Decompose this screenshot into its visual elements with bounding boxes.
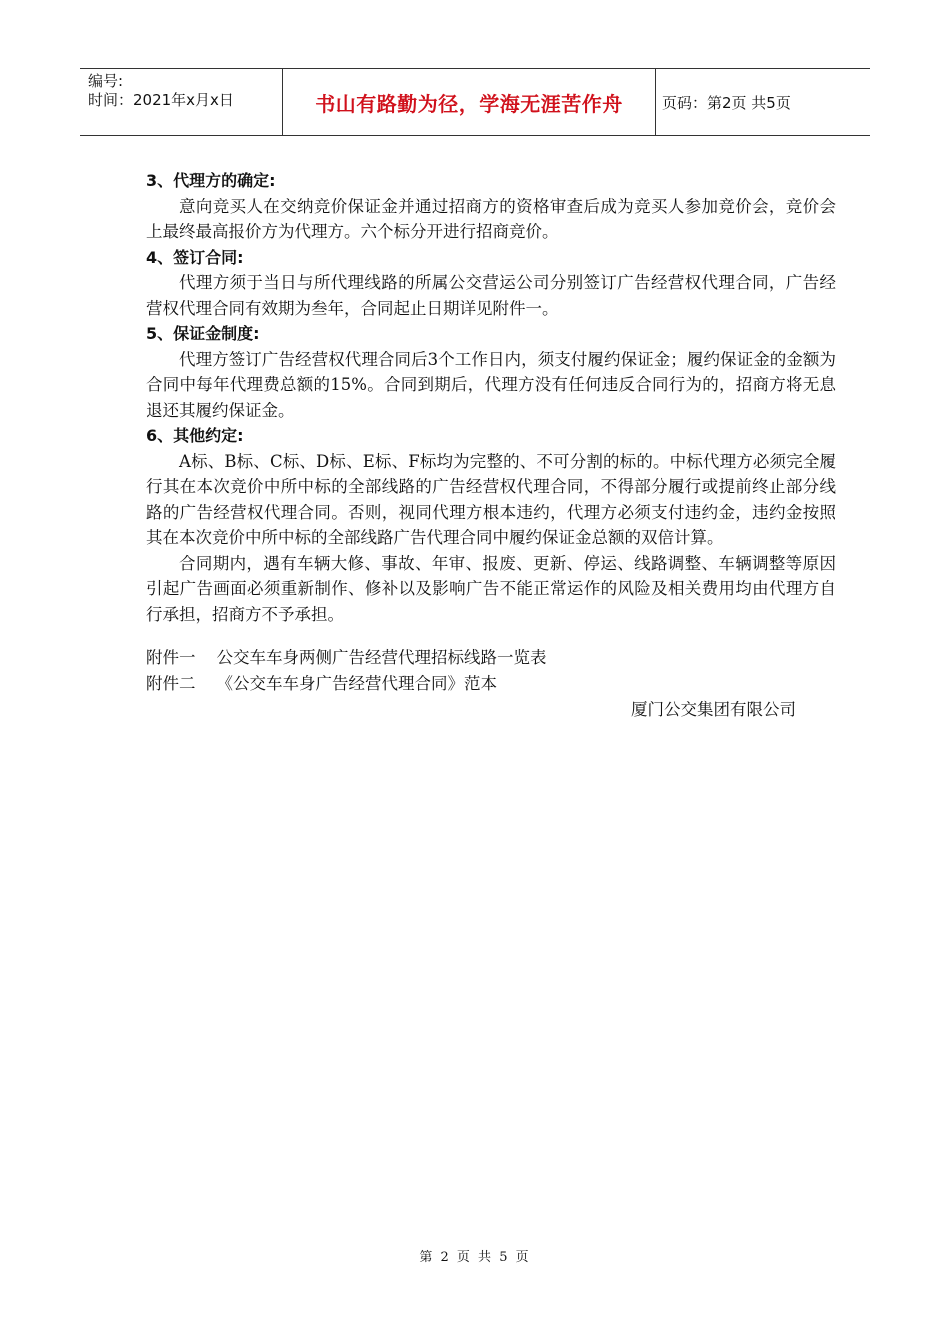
spacer xyxy=(146,627,836,645)
page-footer: 第 2 页 共 5 页 xyxy=(419,1250,531,1265)
section-heading: 3、代理方的确定: xyxy=(146,171,276,190)
header-slogan: 书山有路勤为径，学海无涯苦作舟 xyxy=(282,69,656,135)
document-body xyxy=(146,168,836,723)
attachment-2: 附件二 《公交车车身广告经营代理合同》范本 xyxy=(146,673,497,693)
section-heading: 4、签订合同: xyxy=(146,247,244,267)
paragraph: A标、B标、C标、D标、E标、F标均为完整的、不可分割的标的。中标代理方必须完全履行其在本次竞价中所中标的全部线路的广告经营权代理合同，不得部分履行或提前终止部分线路的广告经营权代理合同。否则，视同代理方根本违约，代理方必须支付违约金，违约金按照其在本次竞价中所中标的全部线路广告代理合同中履约保证金总额的双倍计算。 xyxy=(146,451,836,547)
section-heading: 5、保证金制度: xyxy=(146,324,260,343)
document-date: 时间：2021年x月x日 xyxy=(88,91,234,109)
paragraph: 意向竞买人在交纳竞价保证金并通过招商方的资格审查后成为竞买人参加竞价会，竞价会上最终最高报价方为代理方。六个标分开进行招商竞价。 xyxy=(146,196,836,241)
header-meta xyxy=(80,69,282,135)
paragraph: 代理方须于当日与所代理线路的所属公交营运公司分别签订广告经营权代理合同，广告经营权代理合同有效期为叁年，合同起止日期详见附件一。 xyxy=(146,273,836,318)
document-number: 编号: xyxy=(88,72,124,90)
page-header xyxy=(80,68,870,136)
company-signature: 厦门公交集团有限公司 xyxy=(631,700,796,719)
attachment-1: 附件一 公交车车身两侧广告经营代理招标线路一览表 xyxy=(146,648,547,667)
section-3 xyxy=(146,168,836,245)
section-4 xyxy=(146,245,836,322)
section-6 xyxy=(146,423,836,627)
paragraph: 合同期内，遇有车辆大修、事故、年审、报废、更新、停运、线路调整、车辆调整等原因引起广告画面必须重新制作、修补以及影响广告不能正常运作的风险及相关费用均由代理方自行承担，招商方不予承担。 xyxy=(146,553,836,624)
section-heading: 6、其他约定: xyxy=(146,426,244,445)
section-5 xyxy=(146,321,836,423)
paragraph: 代理方签订广告经营权代理合同后3个工作日内，须支付履约保证金；履约保证金的金额为合同中每年代理费总额的15%。合同到期后，代理方没有任何违反合同行为的，招商方将无息退还其履约保证金。 xyxy=(146,349,836,420)
header-page-number: 页码：第2页 共5页 xyxy=(662,93,791,112)
